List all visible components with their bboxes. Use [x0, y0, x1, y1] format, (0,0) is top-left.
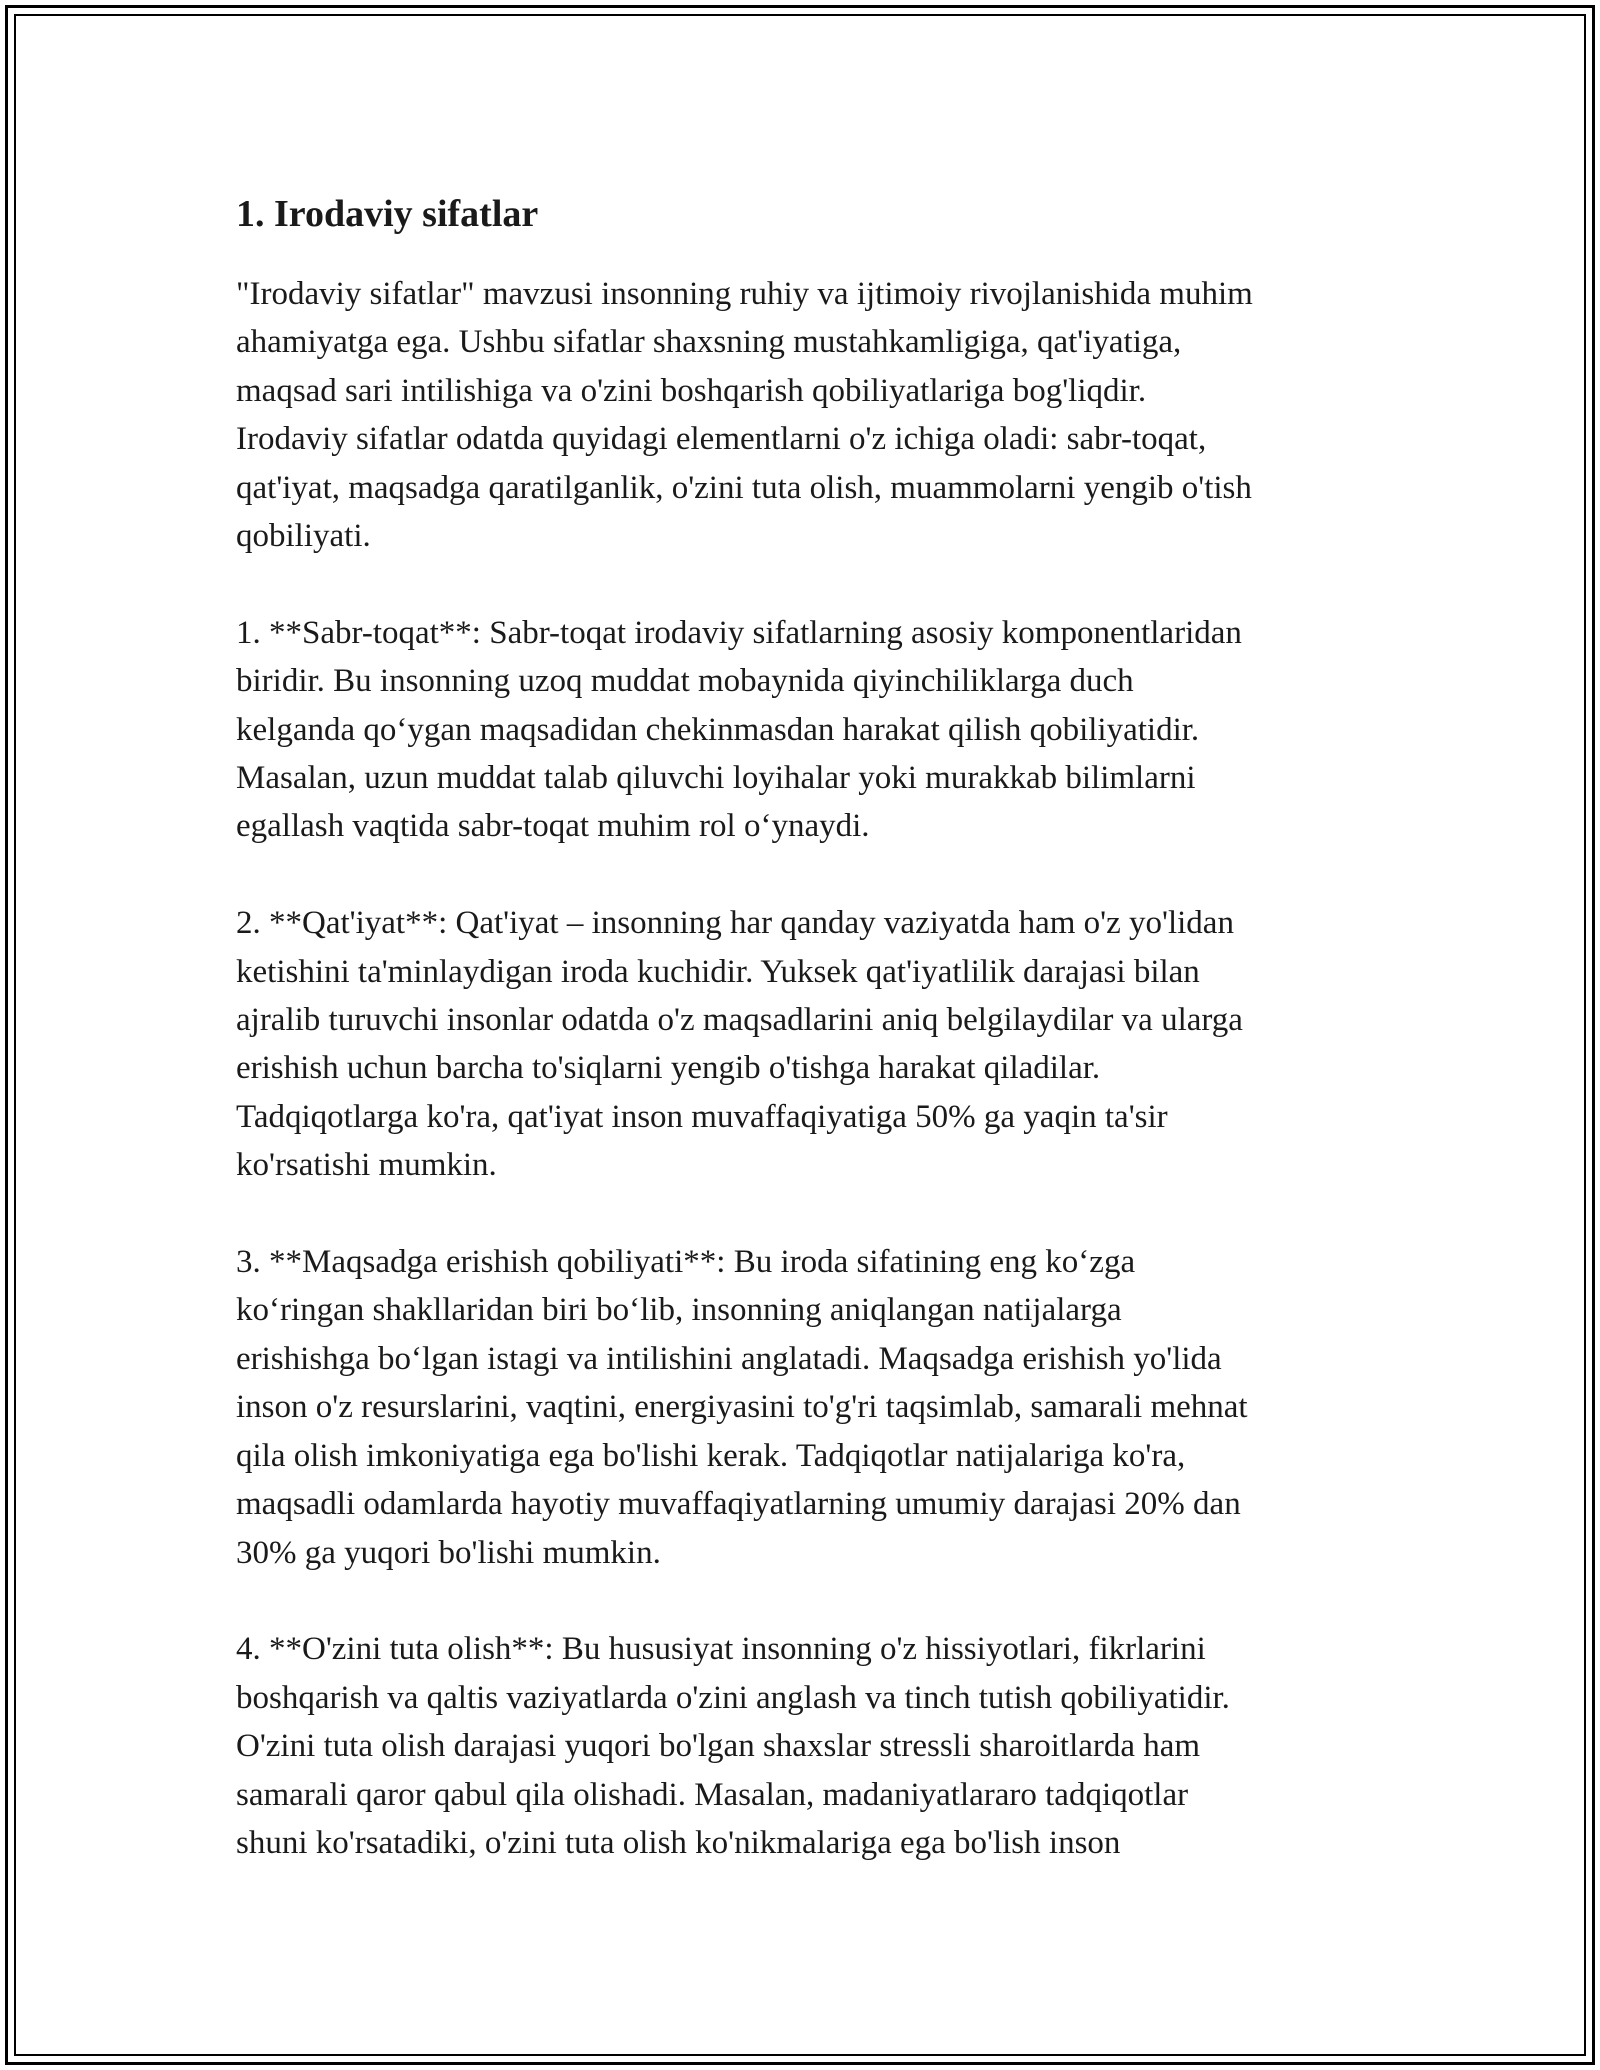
text-line: 2. **Qat'iyat**: Qat'iyat – insonning har qanday vaziyatda ham o'z yo'lidan: [236, 905, 1234, 942]
section-heading: 1. Irodaviy sifatlar: [236, 193, 539, 235]
text-line: ko'rsatishi mumkin.: [236, 1147, 497, 1184]
text-line: qobiliyati.: [236, 518, 371, 555]
text-line: shuni ko'rsatadiki, o'zini tuta olish ko'nikmalariga ega bo'lish inson: [236, 1824, 1121, 1861]
text-line: "Irodaviy sifatlar" mavzusi insonning ruhiy va ijtimoiy rivojlanishida muhim: [236, 276, 1253, 312]
text-line: 30% ga yuqori bo'lishi mumkin.: [236, 1534, 661, 1571]
text-line: biridir. Bu insonning uzoq muddat mobaynida qiyinchiliklarga duch: [236, 663, 1134, 700]
text-line: ko‘ringan shakllaridan biri bo‘lib, insonning aniqlangan natijalarga: [236, 1292, 1122, 1329]
text-line: ketishini ta'minlaydigan iroda kuchidir. Yuksek qat'iyatlilik darajasi bilan: [236, 953, 1200, 990]
text-line: 1. **Sabr-toqat**: Sabr-toqat irodaviy sifatlarning asosiy komponentlaridan: [236, 614, 1242, 651]
text-line: Irodaviy sifatlar odatda quyidagi elementlarni o'z ichiga oladi: sabr-toqat,: [236, 421, 1207, 458]
text-line: erishishga bo‘lgan istagi va intilishini anglatadi. Maqsadga erishish yo'lida: [236, 1340, 1222, 1377]
text-line: O'zini tuta olish darajasi yuqori bo'lgan shaxslar stressli sharoitlarda ham: [236, 1728, 1201, 1765]
text-line: ajralib turuvchi insonlar odatda o'z maqsadlarini aniq belgilaydilar va ularga: [236, 1002, 1243, 1039]
text-line: boshqarish va qaltis vaziyatlarda o'zini anglash va tinch tutish qobiliyatidir.: [236, 1679, 1230, 1716]
document-body: [236, 186, 1386, 1916]
text-line: maqsadli odamlarda hayotiy muvaffaqiyatlarning umumiy darajasi 20% dan: [236, 1486, 1241, 1523]
paragraph-qatiyat: [236, 899, 1386, 1189]
text-line: erishish uchun barcha to'siqlarni yengib o'tishga harakat qiladilar.: [236, 1050, 1101, 1087]
text-line: qat'iyat, maqsadga qaratilganlik, o'zini tuta olish, muammolarni yengib o'tish: [236, 469, 1252, 506]
text-line: 3. **Maqsadga erishish qobiliyati**: Bu iroda sifatining eng ko‘zga: [236, 1244, 1136, 1281]
text-line: ahamiyatga ega. Ushbu sifatlar shaxsning mustahkamligiga, qat'iyatiga,: [236, 324, 1182, 361]
text-line: qila olish imkoniyatiga ega bo'lishi kerak. Tadqiqotlar natijalariga ko'ra,: [236, 1437, 1186, 1474]
text-line: kelganda qo‘ygan maqsadidan chekinmasdan harakat qilish qobiliyatidir.: [236, 711, 1200, 748]
text-line: egallash vaqtida sabr-toqat muhim rol o‘ynaydi.: [236, 808, 870, 845]
text-line: Tadqiqotlarga ko'ra, qat'iyat inson muvaffaqiyatiga 50% ga yaqin ta'sir: [236, 1098, 1168, 1135]
text-line: 4. **O'zini tuta olish**: Bu hususiyat insonning o'z hissiyotlari, fikrlarini: [236, 1631, 1206, 1668]
paragraph-maqsadga-erishish: [236, 1238, 1386, 1577]
text-line: maqsad sari intilishiga va o'zini boshqarish qobiliyatlariga bog'liqdir.: [236, 372, 1147, 409]
text-line: inson o'z resurslarini, vaqtini, energiyasini to'g'ri taqsimlab, samarali mehnat: [236, 1389, 1248, 1426]
text-line: samarali qaror qabul qila olishadi. Masalan, madaniyatlararo tadqiqotlar: [236, 1776, 1189, 1813]
paragraph-ozini-tuta-olish: [236, 1625, 1386, 1867]
paragraph-sabr-toqat: [236, 609, 1386, 851]
text-line: Masalan, uzun muddat talab qiluvchi loyihalar yoki murakkab bilimlarni: [236, 760, 1196, 797]
intro-paragraph: [236, 270, 1386, 560]
